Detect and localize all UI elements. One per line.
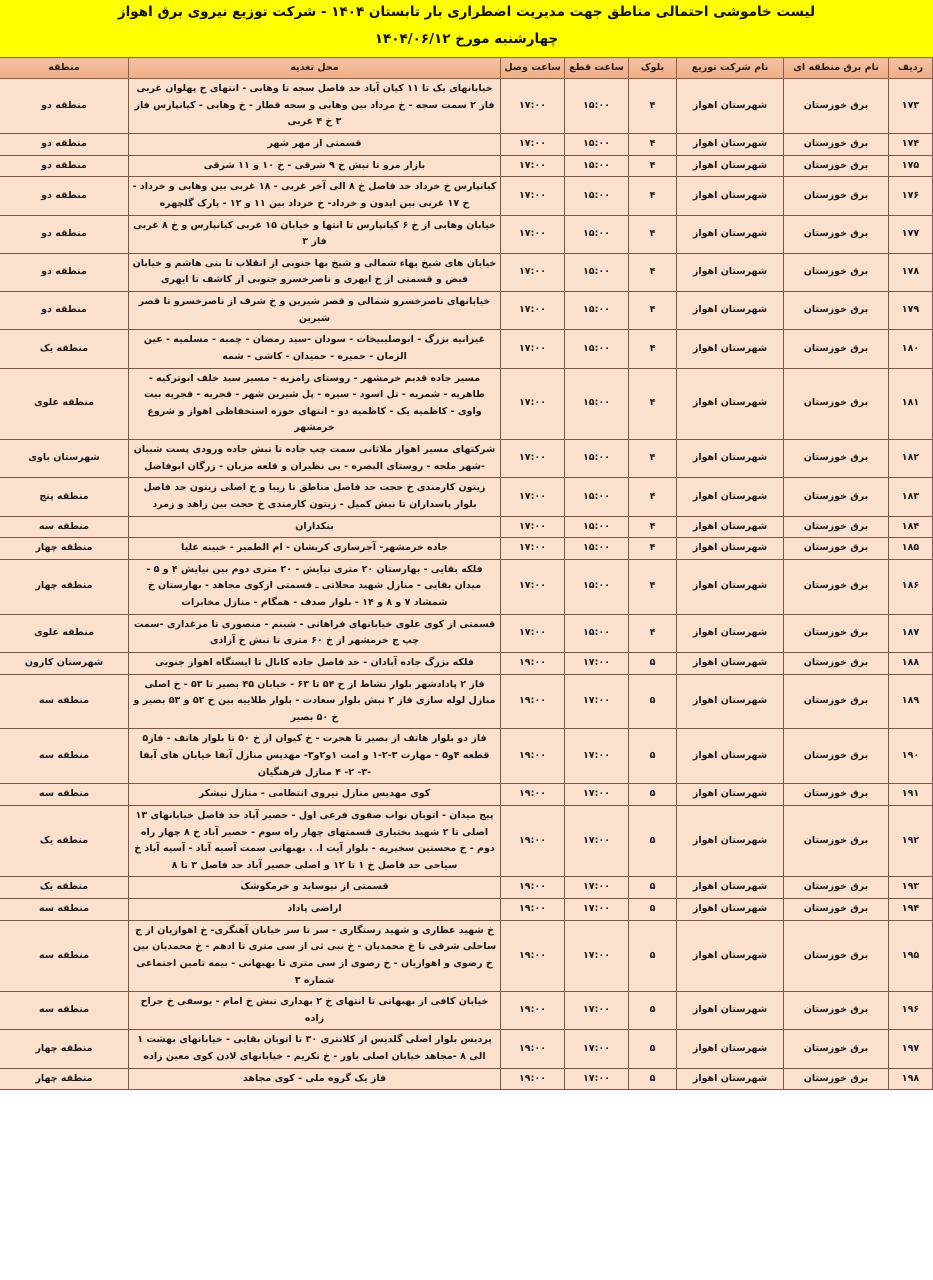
cell-regional-power: برق خوزستان [784, 559, 889, 614]
cell-area: منطقه پنج [0, 478, 129, 516]
cell-area: منطقه دو [0, 253, 129, 291]
cell-block: ۴ [629, 253, 677, 291]
cell-outage-end-time: ۱۹:۰۰ [501, 652, 565, 674]
table-row [0, 368, 933, 440]
cell-outage-start-time: ۱۵:۰۰ [565, 155, 629, 177]
cell-outage-end-time: ۱۷:۰۰ [501, 155, 565, 177]
table-row [0, 292, 933, 330]
cell-outage-start-time: ۱۵:۰۰ [565, 330, 629, 368]
cell-feed-location: خیابانهای ناصرخسرو شمالی و قصر شیرین و خ شرف از ناصرخسرو تا قصر شیرین [129, 292, 501, 330]
cell-area: منطقه یک [0, 805, 129, 877]
column-header-area: منطقه [0, 58, 129, 79]
cell-block: ۴ [629, 330, 677, 368]
header-row [0, 58, 933, 79]
cell-block: ۵ [629, 920, 677, 992]
cell-feed-location: قسمتی از مهر شهر [129, 134, 501, 156]
cell-distribution-company: شهرستان اهواز [677, 134, 784, 156]
cell-outage-start-time: ۱۷:۰۰ [565, 899, 629, 921]
cell-feed-location: فاز دو بلوار هاتف از بصیر تا هجرت - خ کیوان از خ ۵۰ تا بلوار هاتف - فاز۵ قطعه ۴و۵ - مهارت ۳-۲-۱ و امت ۱و۲و۳- مهدیس منازل آبفا خیابان های آبفا -۳- ۲- ۴ منازل فرهنگیان [129, 729, 501, 784]
cell-outage-start-time: ۱۵:۰۰ [565, 79, 629, 134]
cell-feed-location: کوی مهدیس منازل نیروی انتظامی - منازل نیشکر [129, 784, 501, 806]
cell-outage-end-time: ۱۹:۰۰ [501, 674, 565, 729]
cell-feed-location: پردیس بلوار اصلی گلدیس از کلانتری ۳۰ تا اتوبان بقایی - خیابانهای بهشت ۱ الی ۸ -مجاهد خیابان اصلی یاور - خ تکریم - خیابانهای لادن کوی معین زاده [129, 1030, 501, 1068]
cell-row-number: ۱۸۳ [889, 478, 933, 516]
cell-block: ۵ [629, 1030, 677, 1068]
cell-regional-power: برق خوزستان [784, 177, 889, 215]
cell-block: ۵ [629, 674, 677, 729]
cell-outage-end-time: ۱۹:۰۰ [501, 992, 565, 1030]
cell-area: منطقه سه [0, 729, 129, 784]
cell-outage-end-time: ۱۷:۰۰ [501, 559, 565, 614]
cell-area: منطقه دو [0, 215, 129, 253]
cell-feed-location: فلکه بزرگ جاده آبادان - حد فاصل جاده کانال تا ایستگاه اهواز جنوبی [129, 652, 501, 674]
cell-block: ۵ [629, 899, 677, 921]
title-banner [0, 0, 933, 57]
cell-block: ۵ [629, 992, 677, 1030]
cell-regional-power: برق خوزستان [784, 516, 889, 538]
cell-feed-location: بازار مرو تا نبش خ ۹ شرقی - خ ۱۰ و ۱۱ شرقی [129, 155, 501, 177]
cell-outage-end-time: ۱۷:۰۰ [501, 79, 565, 134]
table-row [0, 253, 933, 291]
cell-feed-location: پیج میدان - اتوبان نواب صفوی فرعی اول - حصیر آباد حد فاصل خیابانهای ۱۳ اصلی تا ۲ شهید بختیاری قسمتهای چهار راه سوم - حصیر آباد خ ۸ چهار راه دوم - خ محسنین سخیریه - بلوار آیت ا. . بهبهانی سمت آسیه آباد - آسیه آباد خ سیاحی حد فاصل خ ۱ تا ۱۲ و اصلی حصیر آباد حد فاصل ۳ تا ۸ [129, 805, 501, 877]
cell-area: منطقه دو [0, 79, 129, 134]
cell-distribution-company: شهرستان اهواز [677, 674, 784, 729]
cell-feed-location: قسمتی از نیوساید و خرمکوشک [129, 877, 501, 899]
cell-feed-location: خیابانهای یک تا ۱۱ کیان آباد حد فاصل سجه تا وهابی - انتهای خ پهلوان غربی فاز ۲ سمت سجه - خ مرداد بین وهابی و سجه قطار - خ وهابی - کیانپارس فاز ۳ خ ۴ غربی [129, 79, 501, 134]
cell-row-number: ۱۷۷ [889, 215, 933, 253]
cell-row-number: ۱۹۴ [889, 899, 933, 921]
cell-row-number: ۱۹۸ [889, 1068, 933, 1090]
cell-outage-end-time: ۱۹:۰۰ [501, 1068, 565, 1090]
table-row [0, 177, 933, 215]
column-header-off: ساعت قطع [565, 58, 629, 79]
column-header-block: بلوک [629, 58, 677, 79]
cell-area: شهرستان کارون [0, 652, 129, 674]
cell-block: ۵ [629, 729, 677, 784]
table-row [0, 614, 933, 652]
cell-regional-power: برق خوزستان [784, 368, 889, 440]
cell-outage-start-time: ۱۷:۰۰ [565, 674, 629, 729]
cell-row-number: ۱۷۴ [889, 134, 933, 156]
cell-area: منطقه چهار [0, 1068, 129, 1090]
cell-area: منطقه سه [0, 899, 129, 921]
cell-block: ۵ [629, 877, 677, 899]
cell-outage-end-time: ۱۹:۰۰ [501, 877, 565, 899]
cell-row-number: ۱۸۲ [889, 440, 933, 478]
cell-regional-power: برق خوزستان [784, 784, 889, 806]
cell-row-number: ۱۸۴ [889, 516, 933, 538]
table-row [0, 215, 933, 253]
cell-row-number: ۱۹۶ [889, 992, 933, 1030]
table-row [0, 992, 933, 1030]
cell-outage-start-time: ۱۷:۰۰ [565, 1068, 629, 1090]
cell-regional-power: برق خوزستان [784, 330, 889, 368]
cell-distribution-company: شهرستان اهواز [677, 920, 784, 992]
cell-outage-end-time: ۱۷:۰۰ [501, 538, 565, 560]
cell-row-number: ۱۹۲ [889, 805, 933, 877]
cell-regional-power: برق خوزستان [784, 614, 889, 652]
table-row [0, 674, 933, 729]
cell-area: منطقه سه [0, 784, 129, 806]
cell-outage-start-time: ۱۵:۰۰ [565, 292, 629, 330]
cell-block: ۵ [629, 784, 677, 806]
cell-regional-power: برق خوزستان [784, 992, 889, 1030]
cell-feed-location: خیابان های شیخ بهاء شمالی و شیخ بها جنوبی از انقلاب تا بنی هاشم و خیابان فیض و قسمتی از خ ایهری و ناصرخسرو جنوبی از کاشف تا ایهری [129, 253, 501, 291]
cell-area: منطقه دو [0, 134, 129, 156]
cell-row-number: ۱۸۵ [889, 538, 933, 560]
cell-distribution-company: شهرستان اهواز [677, 478, 784, 516]
cell-block: ۴ [629, 538, 677, 560]
cell-outage-end-time: ۱۷:۰۰ [501, 253, 565, 291]
cell-row-number: ۱۷۵ [889, 155, 933, 177]
cell-area: منطقه سه [0, 920, 129, 992]
cell-regional-power: برق خوزستان [784, 805, 889, 877]
cell-area: منطقه یک [0, 877, 129, 899]
cell-row-number: ۱۸۹ [889, 674, 933, 729]
cell-row-number: ۱۷۶ [889, 177, 933, 215]
cell-outage-end-time: ۱۹:۰۰ [501, 920, 565, 992]
cell-regional-power: برق خوزستان [784, 253, 889, 291]
cell-distribution-company: شهرستان اهواز [677, 516, 784, 538]
cell-outage-start-time: ۱۵:۰۰ [565, 478, 629, 516]
outage-table [0, 57, 933, 1090]
cell-area: منطقه دو [0, 155, 129, 177]
cell-regional-power: برق خوزستان [784, 877, 889, 899]
cell-block: ۵ [629, 805, 677, 877]
cell-distribution-company: شهرستان اهواز [677, 614, 784, 652]
page-date: چهارشنبه مورخ ۱۴۰۴/۰۶/۱۲ [374, 30, 559, 47]
cell-block: ۴ [629, 292, 677, 330]
cell-block: ۵ [629, 1068, 677, 1090]
cell-regional-power: برق خوزستان [784, 652, 889, 674]
cell-distribution-company: شهرستان اهواز [677, 79, 784, 134]
cell-outage-start-time: ۱۷:۰۰ [565, 877, 629, 899]
cell-row-number: ۱۸۰ [889, 330, 933, 368]
cell-distribution-company: شهرستان اهواز [677, 215, 784, 253]
cell-block: ۵ [629, 652, 677, 674]
table-row [0, 440, 933, 478]
cell-outage-start-time: ۱۷:۰۰ [565, 1030, 629, 1068]
cell-outage-start-time: ۱۷:۰۰ [565, 992, 629, 1030]
table-row [0, 784, 933, 806]
cell-row-number: ۱۷۳ [889, 79, 933, 134]
cell-regional-power: برق خوزستان [784, 899, 889, 921]
cell-regional-power: برق خوزستان [784, 1030, 889, 1068]
cell-block: ۴ [629, 614, 677, 652]
cell-outage-start-time: ۱۵:۰۰ [565, 215, 629, 253]
cell-regional-power: برق خوزستان [784, 729, 889, 784]
cell-distribution-company: شهرستان اهواز [677, 992, 784, 1030]
cell-regional-power: برق خوزستان [784, 440, 889, 478]
cell-feed-location: فاز ۲ پادادشهر بلوار نشاط از خ ۵۴ تا ۶۳ - خیابان ۴۵ بصیر تا ۵۳ - خ اصلی منازل لوله سازی فاز ۲ نبش بلوار سعادت - بلوار طلاییه بین خ ۵۲ و ۵۳ بصیر و خ ۵۰ بصیر [129, 674, 501, 729]
table-row [0, 652, 933, 674]
cell-row-number: ۱۸۸ [889, 652, 933, 674]
table-row [0, 1030, 933, 1068]
cell-area: منطقه یک [0, 330, 129, 368]
cell-row-number: ۱۷۹ [889, 292, 933, 330]
cell-distribution-company: شهرستان اهواز [677, 538, 784, 560]
cell-outage-end-time: ۱۷:۰۰ [501, 177, 565, 215]
cell-outage-start-time: ۱۵:۰۰ [565, 177, 629, 215]
cell-regional-power: برق خوزستان [784, 920, 889, 992]
table-header [0, 58, 933, 79]
column-header-company: نام شرکت توزیع [677, 58, 784, 79]
table-row [0, 805, 933, 877]
cell-block: ۴ [629, 516, 677, 538]
table-row [0, 877, 933, 899]
cell-outage-start-time: ۱۵:۰۰ [565, 538, 629, 560]
cell-distribution-company: شهرستان اهواز [677, 292, 784, 330]
cell-area: منطقه چهار [0, 559, 129, 614]
cell-regional-power: برق خوزستان [784, 1068, 889, 1090]
cell-outage-start-time: ۱۵:۰۰ [565, 368, 629, 440]
cell-row-number: ۱۸۶ [889, 559, 933, 614]
cell-feed-location: جاده خرمشهر- آجرسازی کریشان - ام الطمیر - خبینه علیا [129, 538, 501, 560]
cell-regional-power: برق خوزستان [784, 134, 889, 156]
cell-area: منطقه دو [0, 292, 129, 330]
cell-distribution-company: شهرستان اهواز [677, 440, 784, 478]
column-header-num: ردیف [889, 58, 933, 79]
cell-distribution-company: شهرستان اهواز [677, 1030, 784, 1068]
cell-feed-location: اراضی پاداد [129, 899, 501, 921]
cell-outage-end-time: ۱۷:۰۰ [501, 440, 565, 478]
table-row [0, 79, 933, 134]
cell-outage-start-time: ۱۷:۰۰ [565, 805, 629, 877]
cell-block: ۴ [629, 79, 677, 134]
cell-outage-end-time: ۱۷:۰۰ [501, 478, 565, 516]
cell-regional-power: برق خوزستان [784, 292, 889, 330]
cell-distribution-company: شهرستان اهواز [677, 559, 784, 614]
cell-feed-location: زیتون کارمندی خ حجت حد فاصل مناطق تا زیبا و خ اصلی زیتون حد فاصل بلوار پاسداران تا نبش کمیل - زیتون کارمندی خ حجت بین زاهد و زمرد [129, 478, 501, 516]
table-row [0, 899, 933, 921]
cell-outage-start-time: ۱۵:۰۰ [565, 134, 629, 156]
cell-row-number: ۱۹۵ [889, 920, 933, 992]
cell-outage-end-time: ۱۹:۰۰ [501, 899, 565, 921]
cell-outage-start-time: ۱۵:۰۰ [565, 559, 629, 614]
column-header-region: نام برق منطقه ای [784, 58, 889, 79]
cell-row-number: ۱۹۱ [889, 784, 933, 806]
table-row [0, 134, 933, 156]
cell-feed-location: بنکداران [129, 516, 501, 538]
cell-feed-location: غیزانیه بزرگ - ابوصلیبیخات - سودان -سید رمضان - چمبه - مسلمیه - عین الزمان - حمیره - حمیدان - کاشی - شمه [129, 330, 501, 368]
cell-feed-location: خیابان وهابی از خ ۶ کیانپارس تا انتها و خیابان ۱۵ غربی کیانپارس و خ ۸ غربی فاز ۳ [129, 215, 501, 253]
table-row [0, 559, 933, 614]
bottom-padding [0, 1090, 933, 1102]
cell-distribution-company: شهرستان اهواز [677, 155, 784, 177]
cell-regional-power: برق خوزستان [784, 674, 889, 729]
cell-outage-start-time: ۱۵:۰۰ [565, 253, 629, 291]
cell-outage-end-time: ۱۹:۰۰ [501, 1030, 565, 1068]
cell-outage-end-time: ۱۷:۰۰ [501, 330, 565, 368]
cell-row-number: ۱۹۳ [889, 877, 933, 899]
table-row [0, 330, 933, 368]
cell-distribution-company: شهرستان اهواز [677, 899, 784, 921]
cell-outage-start-time: ۱۷:۰۰ [565, 729, 629, 784]
cell-feed-location: خ شهید عطاری و شهید رستگاری - سر تا سر خیابان آهنگری- خ اهوازیان از ج ساحلی شرقی تا خ محمدیان - خ نبی ثی از سی متری تا ادهم - خ محمدیان بین خ رضوی و اهوازیان - خ رضوی از سی متری تا بهبهانی - بیمه تامین اجتماعی شماره ۳ [129, 920, 501, 992]
cell-row-number: ۱۷۸ [889, 253, 933, 291]
page-title: لیست خاموشی احتمالی مناطق جهت مدیریت اضطراری بار تابستان ۱۴۰۴ - شرکت توزیع نیروی برق اهواز [117, 4, 816, 20]
cell-distribution-company: شهرستان اهواز [677, 877, 784, 899]
cell-block: ۴ [629, 134, 677, 156]
cell-outage-end-time: ۱۷:۰۰ [501, 215, 565, 253]
cell-feed-location: فاز یک گروه ملی - کوی مجاهد [129, 1068, 501, 1090]
cell-block: ۴ [629, 478, 677, 516]
cell-outage-start-time: ۱۵:۰۰ [565, 516, 629, 538]
cell-row-number: ۱۹۰ [889, 729, 933, 784]
table-row [0, 920, 933, 992]
cell-area: منطقه علوی [0, 368, 129, 440]
cell-feed-location: کیانپارس خ خرداد حد فاصل خ ۸ الی آخر غربی - ۱۸ غربی بین وهابی و خرداد - خ ۱۷ غربی بین ایدون و خرداد- خ خرداد بین ۱۱ و ۱۲ - پارک گلچهره [129, 177, 501, 215]
cell-feed-location: خیابان کافی از بهبهانی تا انتهای خ ۲ بهداری نبش خ امام - یوسفی خ جراح زاده [129, 992, 501, 1030]
cell-distribution-company: شهرستان اهواز [677, 177, 784, 215]
cell-regional-power: برق خوزستان [784, 538, 889, 560]
cell-distribution-company: شهرستان اهواز [677, 729, 784, 784]
cell-area: منطقه چهار [0, 1030, 129, 1068]
table-row [0, 1068, 933, 1090]
table-row [0, 729, 933, 784]
column-header-on: ساعت وصل [501, 58, 565, 79]
cell-outage-start-time: ۱۷:۰۰ [565, 920, 629, 992]
table-body [0, 79, 933, 1090]
cell-block: ۴ [629, 177, 677, 215]
cell-regional-power: برق خوزستان [784, 215, 889, 253]
cell-outage-end-time: ۱۷:۰۰ [501, 368, 565, 440]
cell-regional-power: برق خوزستان [784, 79, 889, 134]
cell-area: منطقه دو [0, 177, 129, 215]
cell-outage-start-time: ۱۷:۰۰ [565, 652, 629, 674]
column-header-feed: محل تغذیه [129, 58, 501, 79]
cell-area: منطقه سه [0, 992, 129, 1030]
cell-area: منطقه علوی [0, 614, 129, 652]
cell-feed-location: فلکه بقایی - بهارستان ۲۰ متری نیایش - ۲۰ متری دوم بین نیایش ۴ و ۵ - میدان بقایی - منازل شهید محلاتی ـ قسمتی ازکوی مجاهد - بهارستان خ شمشاد ۷ و ۸ و ۱۴ - بلوار صدف - همگام - منازل مخابرات [129, 559, 501, 614]
cell-block: ۴ [629, 215, 677, 253]
cell-block: ۴ [629, 559, 677, 614]
cell-row-number: ۱۸۷ [889, 614, 933, 652]
cell-area: منطقه سه [0, 516, 129, 538]
cell-outage-end-time: ۱۹:۰۰ [501, 784, 565, 806]
cell-distribution-company: شهرستان اهواز [677, 805, 784, 877]
cell-feed-location: مسیر جاده قدیم خرمشهر - روستای رامزیه - مسیر سید خلف ابوترکیه - طاهریه - شمریه - تل اسود - سیره - پل شیرین شهر - فجریه - فجریه بیت واوی - کاظمیه یک - کاظمیه دو - انتهای حوزه استحفاظی اهواز و شروع خرمشهر [129, 368, 501, 440]
cell-distribution-company: شهرستان اهواز [677, 368, 784, 440]
cell-block: ۴ [629, 368, 677, 440]
cell-outage-end-time: ۱۹:۰۰ [501, 805, 565, 877]
cell-area: شهرستان باوی [0, 440, 129, 478]
table-row [0, 478, 933, 516]
cell-outage-end-time: ۱۷:۰۰ [501, 614, 565, 652]
cell-distribution-company: شهرستان اهواز [677, 1068, 784, 1090]
cell-row-number: ۱۹۷ [889, 1030, 933, 1068]
cell-row-number: ۱۸۱ [889, 368, 933, 440]
cell-block: ۴ [629, 155, 677, 177]
cell-regional-power: برق خوزستان [784, 478, 889, 516]
cell-outage-start-time: ۱۵:۰۰ [565, 440, 629, 478]
cell-outage-end-time: ۱۷:۰۰ [501, 292, 565, 330]
cell-outage-end-time: ۱۹:۰۰ [501, 729, 565, 784]
cell-outage-end-time: ۱۷:۰۰ [501, 134, 565, 156]
table-row [0, 538, 933, 560]
cell-distribution-company: شهرستان اهواز [677, 330, 784, 368]
table-row [0, 155, 933, 177]
cell-outage-end-time: ۱۷:۰۰ [501, 516, 565, 538]
cell-block: ۴ [629, 440, 677, 478]
cell-area: منطقه سه [0, 674, 129, 729]
cell-feed-location: قسمتی از کوی علوی خیابانهای فراهانی - شبنم - منصوری تا مرغداری -سمت چپ ج خرمشهر از خ ۶۰ متری تا نبش خ آزادی [129, 614, 501, 652]
cell-area: منطقه چهار [0, 538, 129, 560]
cell-outage-start-time: ۱۷:۰۰ [565, 784, 629, 806]
table-row [0, 516, 933, 538]
cell-feed-location: شرکتهای مسیر اهواز ملاثانی سمت چپ جاده تا نبش جاده ورودی پست شیبان -شهر ملحه - روستای البصره - بی نظیران و قلعه مزبان - زرگان ابوفاضل [129, 440, 501, 478]
cell-outage-start-time: ۱۵:۰۰ [565, 614, 629, 652]
cell-distribution-company: شهرستان اهواز [677, 784, 784, 806]
cell-distribution-company: شهرستان اهواز [677, 253, 784, 291]
cell-distribution-company: شهرستان اهواز [677, 652, 784, 674]
cell-regional-power: برق خوزستان [784, 155, 889, 177]
